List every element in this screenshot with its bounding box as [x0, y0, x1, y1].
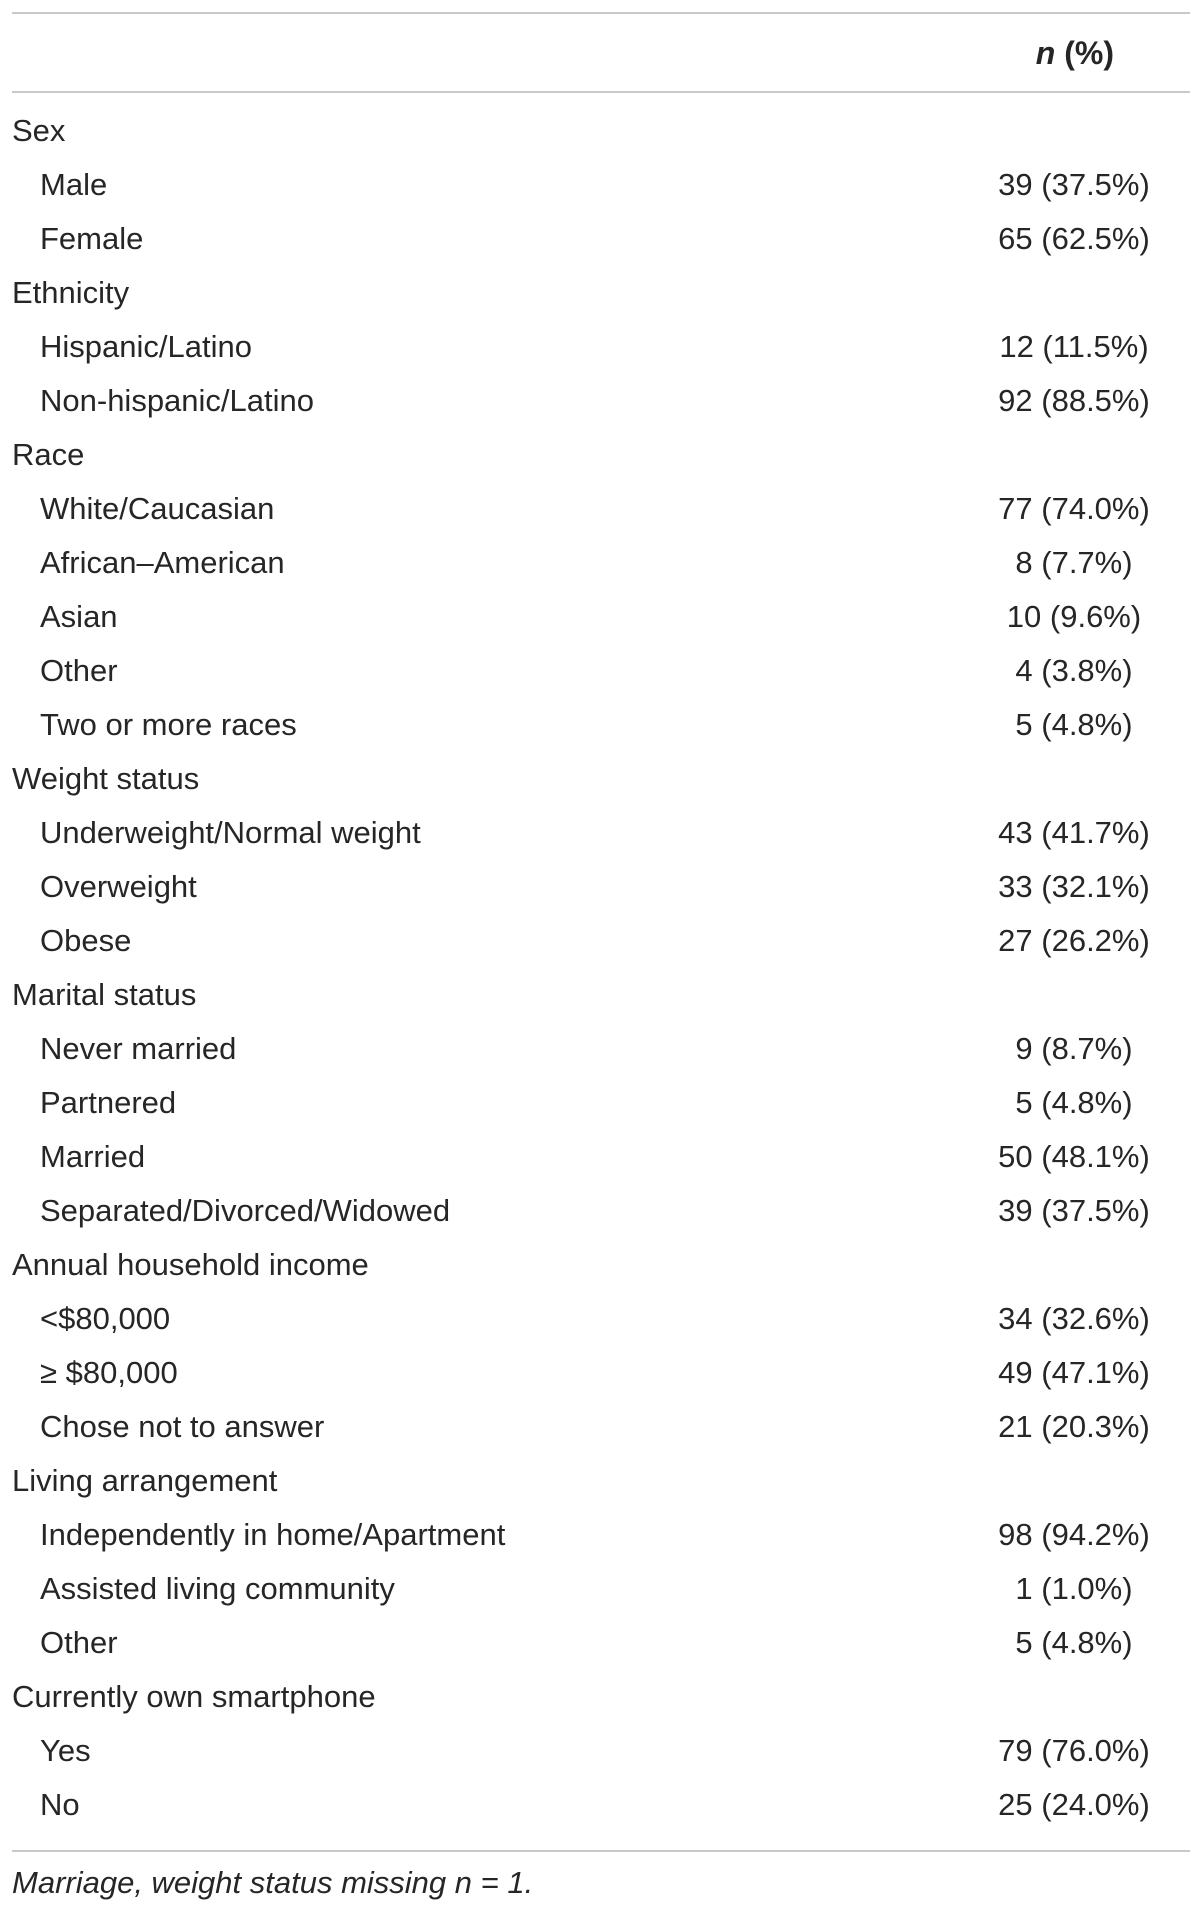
row-value: 9 (8.7%) [1015, 1031, 1133, 1066]
row-value: 1 (1.0%) [1015, 1571, 1133, 1606]
row-value: 25 (24.0%) [998, 1787, 1150, 1822]
category-label: Sex [12, 113, 66, 148]
row-value: 98 (94.2%) [998, 1517, 1150, 1552]
row-label: Hispanic/Latino [40, 329, 252, 364]
table-row [0, 1292, 1200, 1346]
row-value: 49 (47.1%) [998, 1355, 1150, 1390]
row-label: Never married [40, 1031, 237, 1066]
row-label: Obese [40, 923, 132, 958]
table-row [0, 212, 1200, 266]
table-row [0, 158, 1200, 212]
table-row [0, 914, 1200, 968]
row-value: 5 (4.8%) [1015, 707, 1133, 742]
table-row [0, 1562, 1200, 1616]
row-label: Underweight/Normal weight [40, 815, 421, 850]
category-label: Annual household income [12, 1247, 369, 1282]
table-row [0, 1076, 1200, 1130]
row-label: Non-hispanic/Latino [40, 383, 315, 418]
row-value: 65 (62.5%) [998, 221, 1150, 256]
table-row [0, 860, 1200, 914]
table-row [0, 1778, 1200, 1832]
row-label: Partnered [40, 1085, 177, 1120]
row-label: Other [40, 1625, 118, 1660]
row-value: 50 (48.1%) [998, 1139, 1150, 1174]
table-row [0, 644, 1200, 698]
category-label: Race [12, 437, 85, 472]
category-label: Ethnicity [12, 275, 130, 310]
row-label: Chose not to answer [40, 1409, 325, 1444]
row-label: Two or more races [40, 707, 297, 742]
table-body [0, 104, 1200, 1832]
row-label: No [40, 1787, 80, 1822]
table-row [0, 1724, 1200, 1778]
row-value: 92 (88.5%) [998, 383, 1150, 418]
row-label: Separated/Divorced/Widowed [40, 1193, 451, 1228]
table-category-row [0, 752, 1200, 806]
table-row [0, 1400, 1200, 1454]
column-header-n-percent [914, 28, 1114, 78]
table-top-rule [12, 12, 1190, 14]
row-label: Female [40, 221, 144, 256]
table-row [0, 320, 1200, 374]
table-category-row [0, 266, 1200, 320]
table-footnote: Marriage, weight status missing n = 1. [12, 1865, 534, 1900]
row-label: Yes [40, 1733, 91, 1768]
table-category-row [0, 428, 1200, 482]
table-category-row [0, 104, 1200, 158]
table-row [0, 806, 1200, 860]
row-value: 12 (11.5%) [999, 329, 1149, 364]
table-category-row [0, 1238, 1200, 1292]
row-value: 10 (9.6%) [1006, 599, 1142, 634]
row-value: 4 (3.8%) [1015, 653, 1133, 688]
row-label: Married [40, 1139, 146, 1174]
row-value: 77 (74.0%) [998, 491, 1150, 526]
table-header-rule [12, 91, 1190, 93]
row-value: 43 (41.7%) [998, 815, 1150, 850]
table-row [0, 1346, 1200, 1400]
category-label: Marital status [12, 977, 197, 1012]
table-category-row [0, 1670, 1200, 1724]
table-row [0, 1616, 1200, 1670]
row-value: 33 (32.1%) [998, 869, 1150, 904]
row-label: Male [40, 167, 108, 202]
row-label: African–American [40, 545, 285, 580]
row-value: 39 (37.5%) [998, 1193, 1150, 1228]
row-value: 5 (4.8%) [1015, 1625, 1133, 1660]
table-row [0, 698, 1200, 752]
row-label: Asian [40, 599, 118, 634]
row-label: Overweight [40, 869, 197, 904]
header-n: n [1035, 35, 1056, 71]
table-row [0, 1508, 1200, 1562]
header-percent: (%) [1064, 35, 1114, 71]
table-row [0, 1130, 1200, 1184]
row-value: 79 (76.0%) [998, 1733, 1150, 1768]
row-value: 27 (26.2%) [998, 923, 1150, 958]
table-row [0, 1022, 1200, 1076]
table-row [0, 374, 1200, 428]
table-bottom-rule [12, 1850, 1190, 1852]
row-label: White/Caucasian [40, 491, 275, 526]
row-value: 8 (7.7%) [1015, 545, 1133, 580]
table-category-row [0, 968, 1200, 1022]
table-row [0, 536, 1200, 590]
row-label: Other [40, 653, 118, 688]
row-label: <$80,000 [40, 1301, 171, 1336]
table-row [0, 590, 1200, 644]
category-label: Weight status [12, 761, 200, 796]
category-label: Living arrangement [12, 1463, 278, 1498]
row-value: 39 (37.5%) [998, 167, 1150, 202]
row-label: Assisted living community [40, 1571, 395, 1606]
table-category-row [0, 1454, 1200, 1508]
row-value: 34 (32.6%) [998, 1301, 1150, 1336]
table-row [0, 482, 1200, 536]
row-label: Independently in home/Apartment [40, 1517, 506, 1552]
row-value: 21 (20.3%) [998, 1409, 1150, 1444]
category-label: Currently own smartphone [12, 1679, 376, 1714]
row-value: 5 (4.8%) [1015, 1085, 1133, 1120]
table-row [0, 1184, 1200, 1238]
row-label: ≥ $80,000 [40, 1355, 178, 1390]
